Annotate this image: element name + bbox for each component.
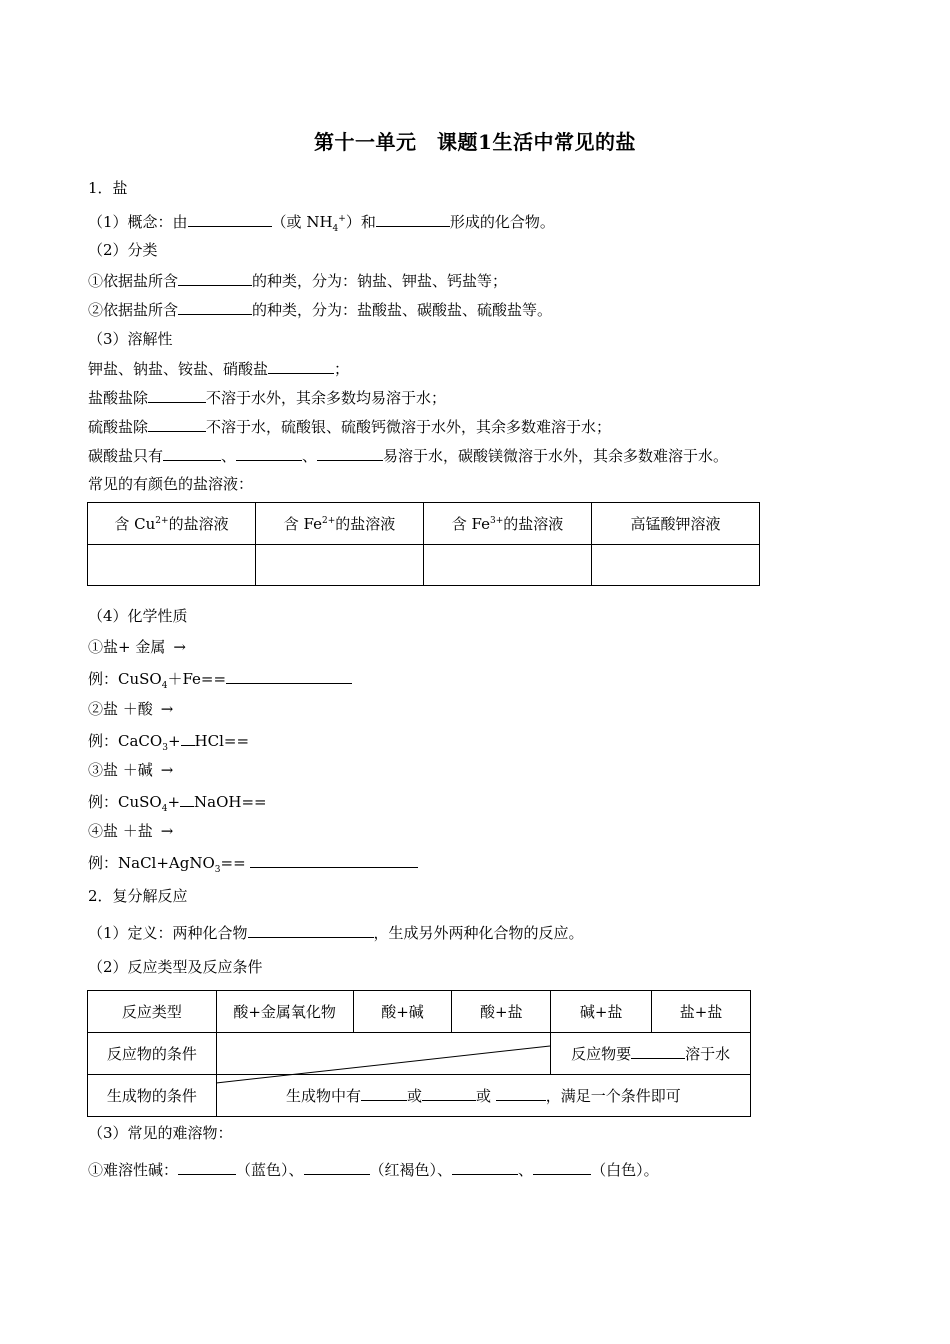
blank[interactable] [268, 358, 334, 374]
example-2: 例：CaCO$_3$+ HCl== [88, 732, 250, 753]
reaction-rule-1: ①盐+ 金属 → [88, 638, 186, 656]
solubility-line-2: 盐酸盐除 不溶于水外，其余多数均易溶于水； [88, 389, 447, 407]
table-header-cell: 反应类型 [88, 991, 217, 1033]
product-requirement-cell: 生成物中有 或 或 ，满足一个条件即可 [216, 1075, 750, 1117]
diagonal-cell [216, 1033, 551, 1075]
answer-cell[interactable] [424, 545, 592, 586]
answer-cell[interactable] [592, 545, 760, 586]
arrow-right-icon: → [160, 700, 174, 718]
chem-properties-heading: （4）化学性质 [88, 607, 188, 625]
blank[interactable] [496, 1085, 546, 1101]
reaction-condition-table [87, 990, 751, 1117]
solubility-line-1: 钾盐、钠盐、铵盐、硝酸盐 ； [88, 360, 350, 378]
arrow-right-icon: → [160, 761, 174, 779]
concept-line: （1）概念：由 （或 $NH_4^+$）和 形成的化合物。 [88, 213, 555, 234]
solubility-line-4: 碳酸盐只有 、 、 易溶于水，碳酸镁微溶于水外，其余多数难溶于水。 [88, 447, 729, 465]
blank[interactable] [631, 1043, 685, 1059]
reaction-types-heading: （2）反应类型及反应条件 [88, 958, 263, 976]
blank[interactable] [452, 1159, 518, 1175]
answer-cell[interactable] [256, 545, 424, 586]
row-label: 生成物的条件 [88, 1075, 217, 1117]
blank[interactable] [533, 1159, 591, 1175]
definition-line: （1）定义：两种化合物 ，生成另外两种化合物的反应。 [88, 924, 584, 942]
colored-solution-table [87, 502, 760, 586]
blank[interactable] [236, 445, 302, 461]
insoluble-bases-line: ①难溶性碱： （蓝色）、 （红褐色）、 、 （白色）。 [88, 1161, 659, 1179]
blank[interactable] [248, 922, 374, 938]
table-header-cell: 含 $Fe^{2+}$的盐溶液 [256, 503, 424, 545]
blank[interactable] [376, 211, 450, 227]
blank[interactable] [180, 791, 194, 807]
table-header-cell: 酸+盐 [452, 991, 551, 1033]
blank[interactable] [178, 270, 252, 286]
row-label: 反应物的条件 [88, 1033, 217, 1075]
arrow-right-icon: → [173, 638, 186, 656]
blank[interactable] [148, 387, 206, 403]
table-header-cell: 盐+盐 [652, 991, 751, 1033]
table-header-cell: 高锰酸钾溶液 [592, 503, 760, 545]
section-1-heading: 1．盐 [88, 179, 128, 197]
example-4: 例：NaCl+AgNO$_3$== [88, 852, 418, 880]
blank[interactable] [250, 852, 418, 868]
example-3: 例：CuSO$_4$+ NaOH== [88, 793, 267, 814]
blank[interactable] [422, 1085, 476, 1101]
page-title: 第十一单元 课题1生活中常见的盐 [314, 130, 636, 154]
blank[interactable] [188, 211, 272, 227]
section-2-heading: 2．复分解反应 [88, 887, 188, 905]
reaction-rule-2: ②盐 ＋酸 → [88, 700, 174, 718]
blank[interactable] [181, 730, 195, 746]
arrow-right-icon: → [160, 822, 174, 840]
solubility-heading: （3）溶解性 [88, 330, 173, 348]
table-header-cell: 含 $Cu^{2+}$的盐溶液 [88, 503, 256, 545]
classify-heading: （2）分类 [88, 241, 158, 259]
table-header-cell: 酸+金属氧化物 [216, 991, 353, 1033]
classify-line-1: ①依据盐所含 的种类，分为：钠盐、钾盐、钙盐等； [88, 272, 508, 290]
table-header-cell: 酸+碱 [353, 991, 452, 1033]
blank[interactable] [178, 299, 252, 315]
reaction-rule-4: ④盐 ＋盐 → [88, 822, 174, 840]
table-header-cell: 含 $Fe^{3+}$的盐溶液 [424, 503, 592, 545]
blank[interactable] [317, 445, 383, 461]
blank[interactable] [304, 1159, 370, 1175]
colored-solutions-heading: 常见的有颜色的盐溶液： [88, 475, 254, 493]
blank[interactable] [226, 668, 352, 684]
blank[interactable] [148, 416, 206, 432]
reactant-requirement-cell: 反应物要 溶于水 [551, 1033, 751, 1075]
blank[interactable] [163, 445, 221, 461]
insoluble-heading: （3）常见的难溶物： [88, 1124, 233, 1142]
classify-line-2: ②依据盐所含 的种类，分为：盐酸盐、碳酸盐、硫酸盐等。 [88, 301, 553, 319]
blank[interactable] [361, 1085, 407, 1101]
answer-cell[interactable] [88, 545, 256, 586]
example-1: 例：CuSO$_4$＋Fe== [88, 668, 352, 696]
table-header-cell: 碱+盐 [551, 991, 652, 1033]
reaction-rule-3: ③盐 ＋碱 → [88, 761, 174, 779]
blank[interactable] [178, 1159, 236, 1175]
solubility-line-3: 硫酸盐除 不溶于水，硫酸银、硫酸钙微溶于水外，其余多数难溶于水； [88, 418, 612, 436]
